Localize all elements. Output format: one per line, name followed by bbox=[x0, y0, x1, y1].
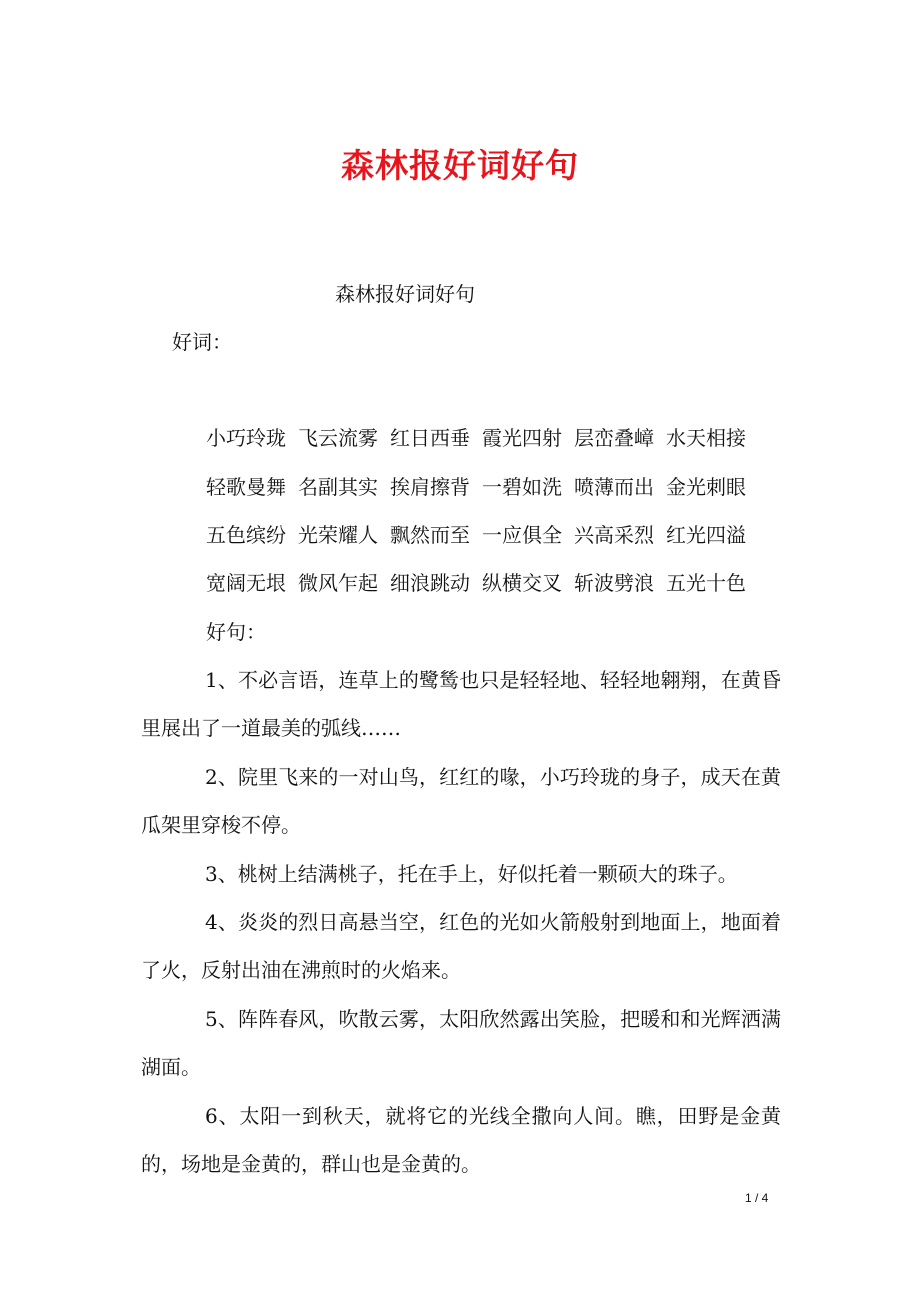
document-subtitle: 森林报好词好句 bbox=[335, 282, 475, 306]
good-words-row bbox=[206, 567, 746, 599]
good-word: 挨肩擦背 bbox=[390, 475, 470, 499]
good-word: 霞光四射 bbox=[482, 426, 562, 450]
good-word: 一碧如洗 bbox=[482, 475, 562, 499]
good-sentences-heading: 好句： bbox=[206, 620, 266, 644]
good-word: 飘然而至 bbox=[390, 523, 470, 547]
good-word: 纵横交叉 bbox=[482, 571, 562, 595]
good-word: 宽阔无垠 bbox=[206, 571, 286, 595]
good-word: 喷薄而出 bbox=[574, 475, 654, 499]
good-words-row bbox=[206, 519, 746, 551]
good-words-row bbox=[206, 471, 746, 503]
sentence-paragraph: 3、桃树上结满桃子，托在手上，好似托着一颗硕大的珠子。 bbox=[205, 862, 738, 886]
good-word: 五色缤纷 bbox=[206, 523, 286, 547]
good-word: 红光四溢 bbox=[666, 523, 746, 547]
good-word: 红日西垂 bbox=[390, 426, 470, 450]
sentence-paragraph: 6、太阳一到秋天，就将它的光线全撒向人间。瞧，田野是金黄的，场地是金黄的，群山也是金黄的。 bbox=[141, 1104, 781, 1176]
sentence-paragraph: 4、炎炎的烈日高悬当空，红色的光如火箭般射到地面上，地面着了火，反射出油在沸煎时的火焰来。 bbox=[141, 910, 781, 982]
document-title: 森林报好词好句 bbox=[341, 146, 579, 185]
good-word: 小巧玲珑 bbox=[206, 426, 286, 450]
page-number: 1 / 4 bbox=[745, 1191, 769, 1205]
good-words-row bbox=[206, 422, 746, 454]
good-word: 水天相接 bbox=[666, 426, 746, 450]
sentence-paragraph: 2、院里飞来的一对山鸟，红红的喙，小巧玲珑的身子，成天在黄瓜架里穿梭不停。 bbox=[141, 765, 781, 837]
good-word: 兴高采烈 bbox=[574, 523, 654, 547]
good-word: 名副其实 bbox=[298, 475, 378, 499]
good-word: 细浪跳动 bbox=[390, 571, 470, 595]
good-word: 飞云流雾 bbox=[298, 426, 378, 450]
good-word: 金光刺眼 bbox=[666, 475, 746, 499]
good-word: 光荣耀人 bbox=[298, 523, 378, 547]
good-word: 五光十色 bbox=[666, 571, 746, 595]
good-word: 一应俱全 bbox=[482, 523, 562, 547]
good-word: 微风乍起 bbox=[298, 571, 378, 595]
good-word: 轻歌曼舞 bbox=[206, 475, 286, 499]
sentence-paragraph: 1、不必言语，连草上的鹭鸶也只是轻轻地、轻轻地翱翔，在黄昏里展出了一道最美的弧线…… bbox=[141, 668, 781, 740]
good-words-heading: 好词： bbox=[172, 330, 232, 354]
sentence-paragraph: 5、阵阵春风，吹散云雾，太阳欣然露出笑脸，把暖和和光辉洒满湖面。 bbox=[141, 1007, 781, 1079]
good-word: 斩波劈浪 bbox=[574, 571, 654, 595]
good-word: 层峦叠嶂 bbox=[574, 426, 654, 450]
